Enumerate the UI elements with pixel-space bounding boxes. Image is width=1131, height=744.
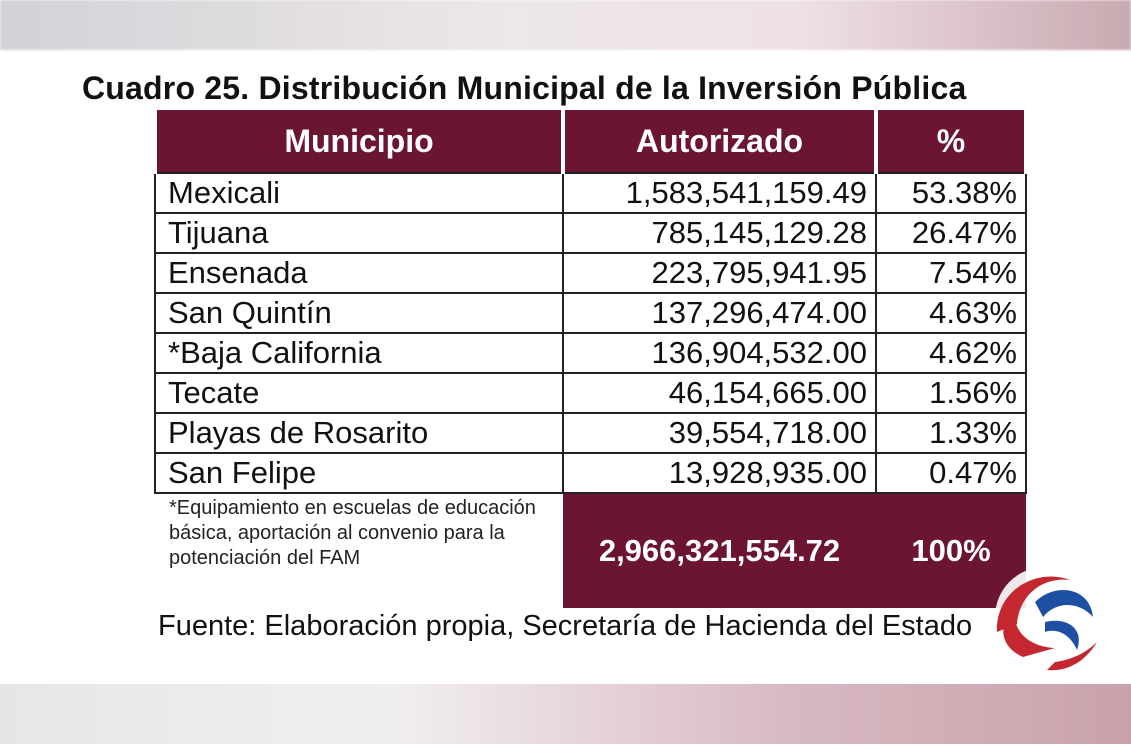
municipio-cell: Tijuana <box>155 213 563 253</box>
percent-cell: 4.62% <box>876 333 1026 373</box>
autorizado-cell: 46,154,665.00 <box>563 373 876 413</box>
autorizado-cell: 39,554,718.00 <box>563 413 876 453</box>
header-row <box>155 110 1026 173</box>
header-percent: % <box>876 110 1026 173</box>
autorizado-cell: 137,296,474.00 <box>563 293 876 333</box>
percent-cell: 4.63% <box>876 293 1026 333</box>
blurred-bottom-band <box>0 684 1131 744</box>
table-row <box>155 213 1026 253</box>
percent-cell: 53.38% <box>876 173 1026 213</box>
table-row <box>155 173 1026 213</box>
percent-cell: 1.56% <box>876 373 1026 413</box>
municipio-cell: Playas de Rosarito <box>155 413 563 453</box>
source-note: Fuente: Elaboración propia, Secretaría de Hacienda del Estado <box>158 610 973 642</box>
table-row <box>155 253 1026 293</box>
autorizado-cell: 223,795,941.95 <box>563 253 876 293</box>
autorizado-cell: 13,928,935.00 <box>563 453 876 493</box>
news-logo-icon <box>985 562 1100 682</box>
total-percent: 100% <box>876 493 1026 608</box>
percent-cell: 0.47% <box>876 453 1026 493</box>
table-row <box>155 293 1026 333</box>
autorizado-cell: 136,904,532.00 <box>563 333 876 373</box>
percent-cell: 1.33% <box>876 413 1026 453</box>
municipio-cell: Ensenada <box>155 253 563 293</box>
municipio-cell: San Quintín <box>155 293 563 333</box>
table-row <box>155 453 1026 493</box>
municipio-cell: Tecate <box>155 373 563 413</box>
investment-table <box>153 110 1028 608</box>
blurred-top-band <box>0 0 1131 50</box>
table-row <box>155 333 1026 373</box>
municipio-cell: Mexicali <box>155 173 563 213</box>
total-amount: 2,966,321,554.72 <box>563 493 876 608</box>
table-title: Cuadro 25. Distribución Municipal de la Inversión Pública <box>82 70 967 106</box>
municipio-cell: *Baja California <box>155 333 563 373</box>
total-row <box>155 493 1026 608</box>
percent-cell: 7.54% <box>876 253 1026 293</box>
table-row <box>155 413 1026 453</box>
autorizado-cell: 785,145,129.28 <box>563 213 876 253</box>
table-row <box>155 373 1026 413</box>
percent-cell: 26.47% <box>876 213 1026 253</box>
header-municipio: Municipio <box>155 110 563 173</box>
header-autorizado: Autorizado <box>563 110 876 173</box>
autorizado-cell: 1,583,541,159.49 <box>563 173 876 213</box>
footnote: *Equipamiento en escuelas de educación básica, aportación al convenio para la potenciación del FAM <box>169 497 536 569</box>
municipio-cell: San Felipe <box>155 453 563 493</box>
